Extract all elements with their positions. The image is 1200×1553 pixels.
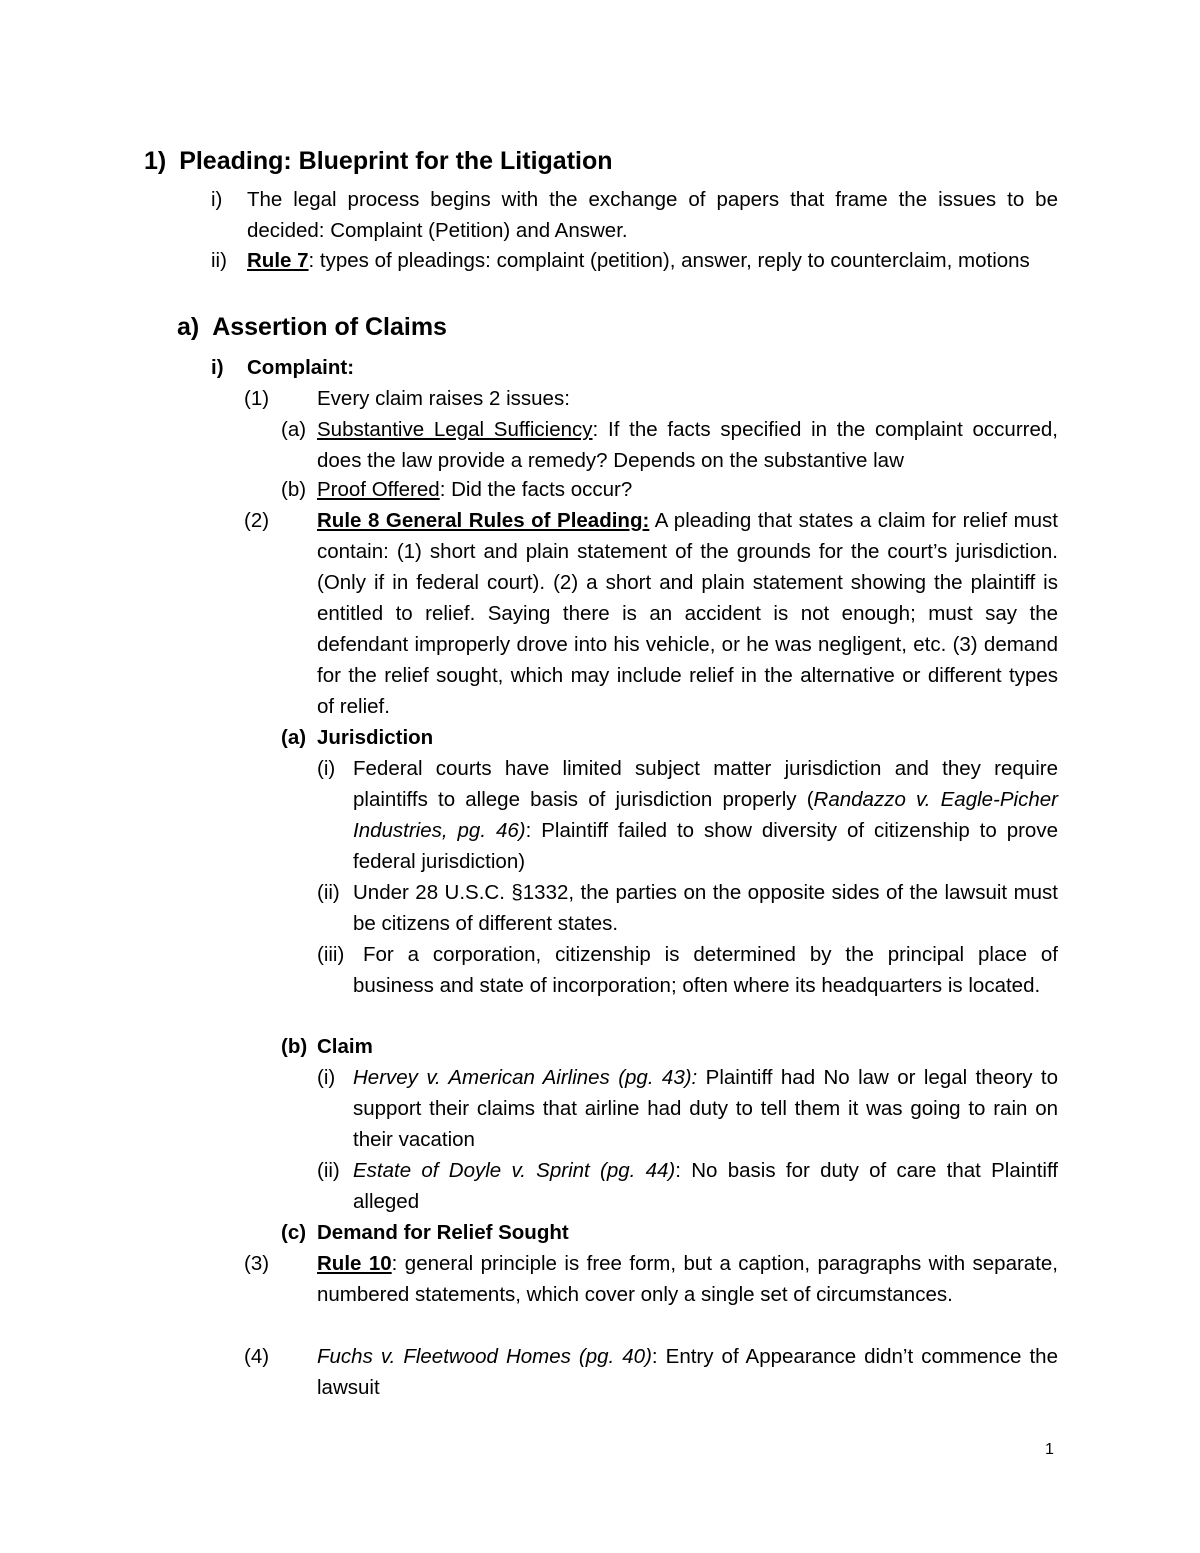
section-1-item-i-text: The legal process begins with the exchange of papers that frame the issues to be decided: Complaint (Petition) and Answer. (247, 188, 1058, 242)
randazzo-case: Randazzo v. Eagle-Picher Industries, pg. 46) (353, 788, 1058, 842)
hervey-case: Hervey v. American Airlines (pg. 43): (353, 1066, 698, 1089)
claim-label: (b) (281, 1035, 308, 1058)
jurisdiction-title: Jurisdiction (317, 726, 434, 749)
rule-7-term: Rule 7 (247, 249, 309, 272)
section-1-title: Pleading: Blueprint for the Litigation (179, 147, 613, 175)
section-a-heading (177, 312, 447, 343)
rule-10-term: Rule 10 (317, 1252, 392, 1275)
section-1-item-ii-label: ii) (211, 249, 227, 272)
jurisdiction-iii-label: (iii) (317, 943, 345, 966)
point-1b-desc: : Did the facts occur? (439, 478, 633, 501)
point-1a-label: (a) (281, 418, 307, 441)
page-number: 1 (1045, 1441, 1054, 1458)
doyle-case: Estate of Doyle v. Sprint (pg. 44) (353, 1159, 676, 1182)
point-2-label: (2) (244, 509, 270, 532)
jurisdiction-ii-text: Under 28 U.S.C. §1332, the parties on the opposite sides of the lawsuit must be citizens of different states. (353, 881, 1058, 935)
substantive-legal-sufficiency-term: Substantive Legal Sufficiency (317, 418, 593, 441)
fuchs-case: Fuchs v. Fleetwood Homes (pg. 40) (317, 1345, 652, 1368)
point-3-label: (3) (244, 1252, 270, 1275)
point-1-label: (1) (244, 387, 270, 410)
claim-title: Claim (317, 1035, 373, 1058)
point-1b-label: (b) (281, 478, 307, 501)
complaint-title: Complaint: (247, 356, 355, 379)
claim-i-text (353, 1062, 1058, 1155)
point-3-text (317, 1248, 1058, 1310)
point-1a-desc: : If the facts specified in the complaint occurred, does the law provide a remedy? Depends on the substantive law (317, 418, 1058, 472)
jurisdiction-i-text (353, 753, 1058, 877)
jurisdiction-iii-text: For a corporation, citizenship is determined by the principal place of business and state of incorporation; often where its headquarters is located. (353, 943, 1058, 997)
section-a-title: Assertion of Claims (212, 313, 447, 341)
relief-label: (c) (281, 1221, 307, 1244)
rule-8-term: Rule 8 General Rules of Pleading: (317, 509, 650, 532)
section-a-label: a) (177, 313, 200, 341)
rule-7-desc: : types of pleadings: complaint (petition), answer, reply to counterclaim, motions (308, 249, 1030, 272)
proof-offered-term: Proof Offered (317, 478, 440, 501)
claim-ii-desc: : No basis for duty of care that Plaintiff alleged (353, 1159, 1058, 1213)
claim-i-desc: Plaintiff had No law or legal theory to support their claims that airline had duty to tell them it was going to rain on their vacation (353, 1066, 1059, 1151)
point-1a-text (317, 414, 1058, 476)
relief-title: Demand for Relief Sought (317, 1221, 569, 1244)
jurisdiction-i-post: : Plaintiff failed to show diversity of citizenship to prove federal jurisdiction) (353, 819, 1058, 873)
jurisdiction-i-label: (i) (317, 757, 336, 780)
jurisdiction-i-pre: Federal courts have limited subject matter jurisdiction and they require plaintiffs to allege basis of jurisdiction properly ( (353, 757, 1058, 811)
point-4-label: (4) (244, 1345, 270, 1368)
section-1-heading (144, 146, 613, 177)
section-1-item-ii-text (247, 245, 1058, 276)
point-1b-text (317, 474, 1058, 505)
section-1-label: 1) (144, 147, 167, 175)
point-1-text: Every claim raises 2 issues: (317, 387, 570, 410)
rule-10-desc: : general principle is free form, but a caption, paragraphs with separate, numbered statements, which cover only a single set of circumstances. (317, 1252, 1059, 1306)
claim-ii-text (353, 1155, 1058, 1217)
rule-8-desc: A pleading that states a claim for relief must contain: (1) short and plain statement of the grounds for the court’s jurisdiction. (Only if in federal court). (2) a short and plain statement showing the plaintiff is entitled to relief. Saying there is an accident is not enough; must say the defendant improperly drove into his vehicle, or he was negligent, etc. (3) demand for the relief sought, which may include relief in the alternative or different types of relief. (317, 509, 1058, 718)
point-4-desc: : Entry of Appearance didn’t commence the lawsuit (317, 1345, 1058, 1399)
complaint-label: i) (211, 356, 224, 379)
jurisdiction-ii-label: (ii) (317, 881, 340, 904)
section-1-item-i-label: i) (211, 188, 223, 211)
point-2-text (317, 505, 1058, 722)
jurisdiction-label: (a) (281, 726, 307, 749)
claim-ii-label: (ii) (317, 1159, 340, 1182)
point-4-text (317, 1341, 1058, 1403)
claim-i-label: (i) (317, 1066, 336, 1089)
